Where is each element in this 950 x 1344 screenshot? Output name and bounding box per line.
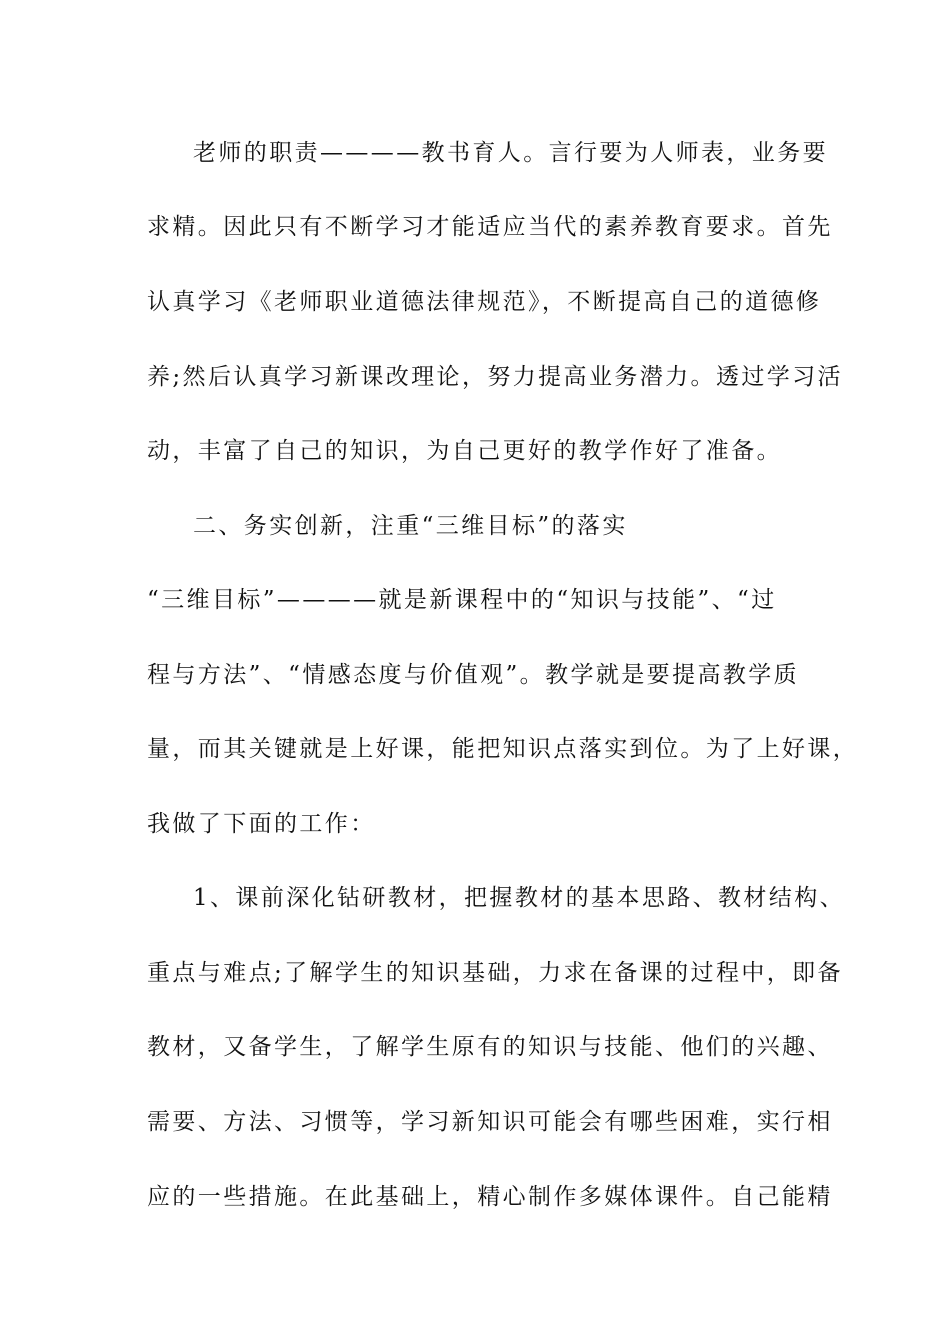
paragraph-1-line-2: 求精。因此只有不断学习才能适应当代的素养教育要求。首先	[147, 214, 833, 240]
paragraph-2-line-4: 我做了下面的工作：	[147, 811, 376, 837]
paragraph-1-line-1: 老师的职责————教书育人。言行要为人师表，业务要	[193, 140, 828, 166]
paragraph-2-line-3: 量，而其关键就是上好课，能把知识点落实到位。为了上好课，	[147, 736, 859, 762]
section-heading: 二、务实创新，注重“三维目标”的落实	[193, 513, 628, 539]
paragraph-1-line-4: 养;然后认真学习新课改理论，努力提高业务潜力。透过学习活	[147, 364, 843, 390]
paragraph-3-line-5: 应的一些措施。在此基础上，精心制作多媒体课件。自己能精	[147, 1184, 833, 1210]
paragraph-1-line-5: 动，丰富了自己的知识，为自己更好的教学作好了准备。	[147, 438, 782, 464]
paragraph-2-line-1: “三维目标”————就是新课程中的“知识与技能”、“过	[147, 587, 777, 613]
paragraph-3-line-4: 需要、方法、习惯等，学习新知识可能会有哪些困难，实行相	[147, 1109, 833, 1135]
paragraph-3-line-2: 重点与难点;了解学生的知识基础，力求在备课的过程中，即备	[147, 960, 843, 986]
paragraph-1-line-3: 认真学习《老师职业道德法律规范》，不断提高自己的道德修	[147, 289, 822, 315]
paragraph-2-line-2: 程与方法”、“情感态度与价值观”。教学就是要提高教学质	[147, 662, 800, 688]
paragraph-3-line-1: 1、课前深化钻研教材，把握教材的基本思路、教材结构、	[193, 885, 846, 911]
paragraph-3-line-3: 教材，又备学生，了解学生原有的知识与技能、他们的兴趣、	[147, 1034, 833, 1060]
